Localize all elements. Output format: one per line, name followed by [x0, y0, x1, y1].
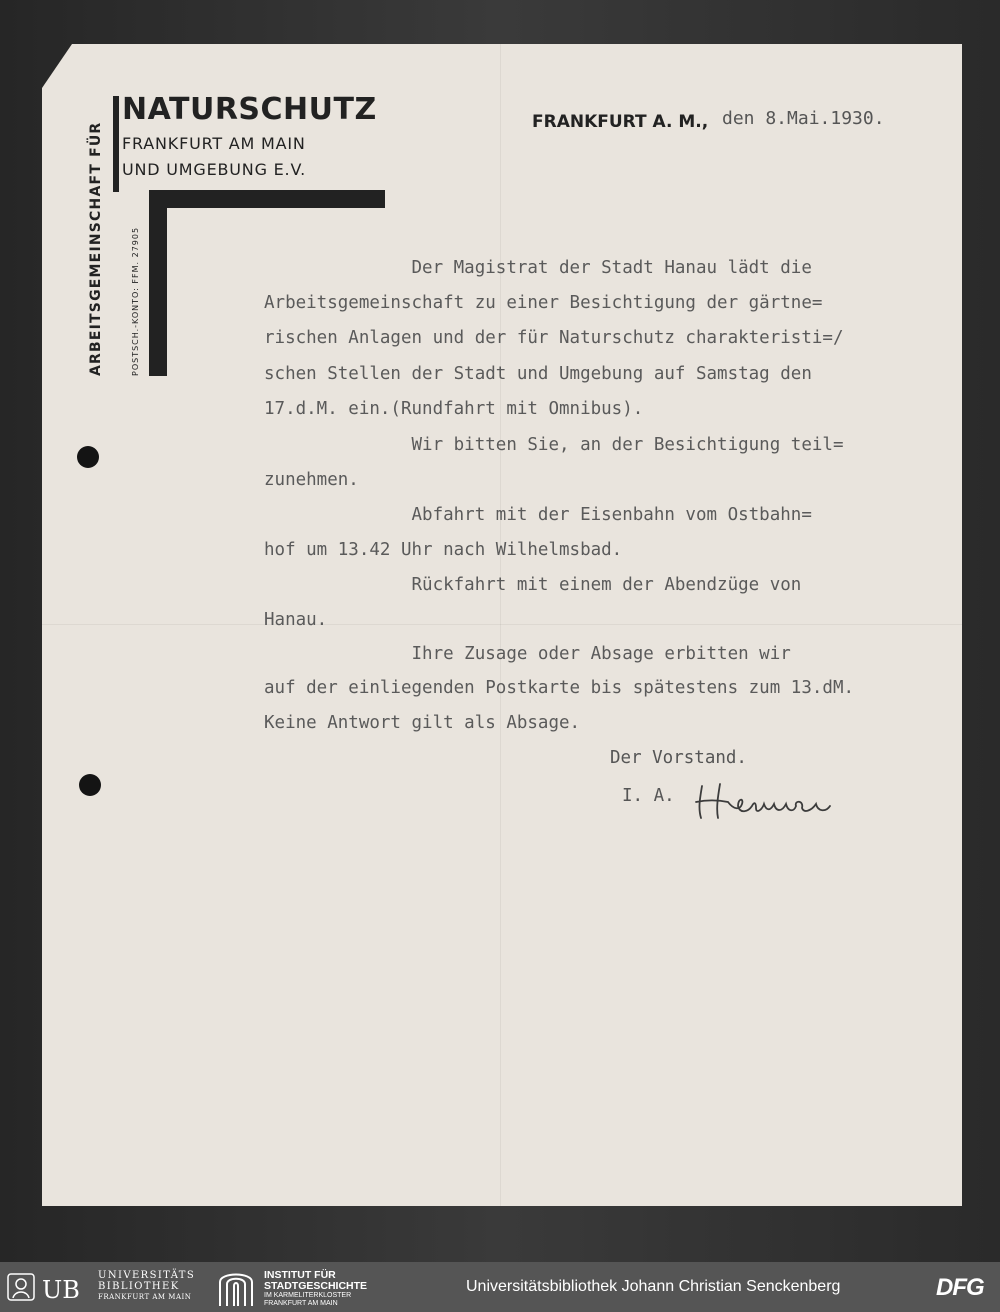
isg-line-4: FRANKFURT AM MAIN: [264, 1300, 338, 1307]
body-line: schen Stellen der Stadt und Umgebung auf Samstag den: [264, 364, 812, 384]
handwritten-signature: [692, 780, 842, 824]
isg-line-3: IM KARMELITERKLOSTER: [264, 1292, 352, 1299]
ub-line-1: UNIVERSITÄTS: [98, 1270, 196, 1281]
isg-line-2: STADTGESCHICHTE: [264, 1280, 368, 1292]
ub-name: [98, 1270, 195, 1303]
letterhead-bar-vertical: [149, 190, 167, 376]
body-line: auf der einliegenden Postkarte bis spätestens zum 13.dM.: [264, 678, 855, 698]
body-line: Abfahrt mit der Eisenbahn vom Ostbahn=: [264, 505, 812, 525]
paper-fold-vertical: [500, 44, 501, 1206]
closing-board: Der Vorstand.: [610, 748, 747, 768]
footer-library-name: Universitätsbibliothek Johann Christian Senckenberg: [466, 1278, 841, 1295]
ub-logo-icon: [6, 1270, 96, 1304]
paper-fold-horizontal: [42, 624, 962, 625]
org-vertical-name: ARBEITSGEMEINSCHAFT FÜR: [88, 121, 104, 376]
isg-name: [264, 1270, 367, 1308]
letter-date: den 8.Mai.1930.: [722, 108, 885, 129]
letterhead-bar-left: [113, 96, 119, 192]
body-line: Hanau.: [264, 610, 328, 630]
place-label: FRANKFURT A. M.,: [532, 112, 709, 132]
body-line: zunehmen.: [264, 470, 359, 490]
punch-hole-bottom: [79, 774, 101, 796]
org-title: NATURSCHUTZ: [122, 92, 377, 127]
closing-ia: I. A.: [622, 786, 675, 806]
dfg-logo: DFG: [936, 1274, 984, 1301]
body-line: Ihre Zusage oder Absage erbitten wir: [264, 644, 791, 664]
body-line: Rückfahrt mit einem der Abendzüge von: [264, 575, 802, 595]
postal-account: POSTSCH.-KONTO: FFM. 27905: [131, 226, 140, 376]
archive-footer: [0, 1262, 1000, 1312]
body-line: Keine Antwort gilt als Absage.: [264, 713, 581, 733]
ub-line-2: BIBLIOTHEK: [98, 1281, 180, 1292]
isg-arch-icon: [216, 1268, 256, 1308]
body-line: Der Magistrat der Stadt Hanau lädt die: [264, 258, 812, 278]
org-subtitle-region: UND UMGEBUNG E.V.: [122, 160, 307, 179]
isg-line-1: INSTITUT FÜR: [264, 1269, 336, 1281]
body-line: Arbeitsgemeinschaft zu einer Besichtigung der gärtne=: [264, 293, 823, 313]
punch-hole-top: [77, 446, 99, 468]
letterhead-bar-horizontal: [149, 190, 385, 208]
ub-line-3: FRANKFURT AM MAIN: [98, 1293, 192, 1301]
org-subtitle-city: FRANKFURT AM MAIN: [122, 134, 306, 153]
body-line: 17.d.M. ein.(Rundfahrt mit Omnibus).: [264, 399, 644, 419]
letter-sheet: [42, 44, 962, 1206]
ub-short: UB: [42, 1276, 80, 1304]
body-line: rischen Anlagen und der für Naturschutz charakteristi=/: [264, 328, 844, 348]
body-line: hof um 13.42 Uhr nach Wilhelmsbad.: [264, 540, 623, 560]
body-line: Wir bitten Sie, an der Besichtigung teil=: [264, 435, 844, 455]
